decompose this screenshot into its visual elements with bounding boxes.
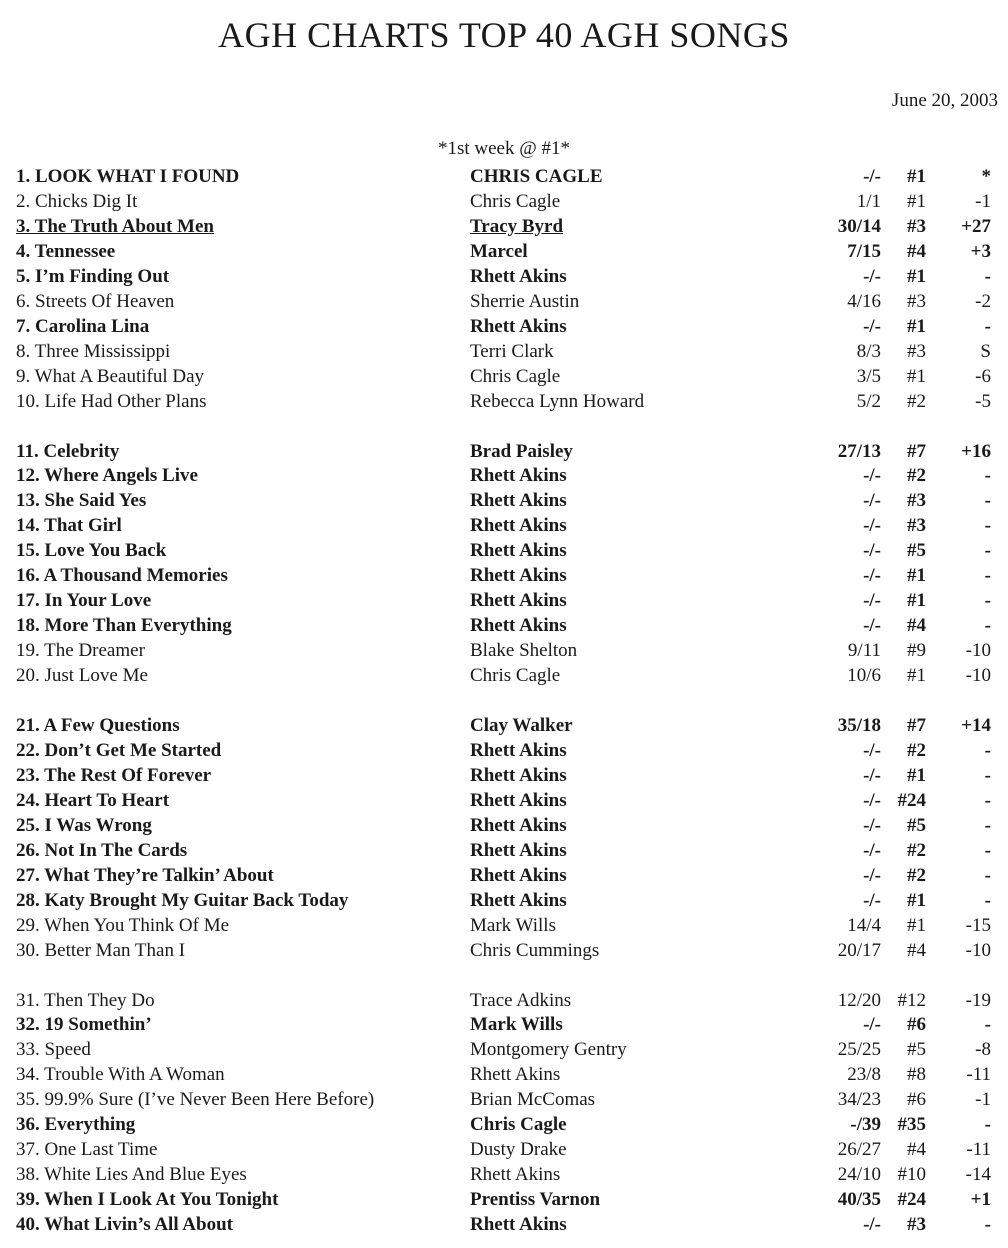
song-artist: Rhett Akins bbox=[470, 889, 567, 911]
song-title: 12. Where Angels Live bbox=[16, 465, 198, 487]
song-row bbox=[0, 339, 1008, 364]
song-movement: +14 bbox=[961, 715, 991, 736]
song-title: 13. She Said Yes bbox=[16, 490, 147, 512]
song-movement: - bbox=[984, 615, 991, 637]
song-row bbox=[0, 488, 1008, 513]
song-artist: Blake Shelton bbox=[470, 640, 578, 662]
song-row bbox=[0, 788, 1008, 813]
song-artist: Rhett Akins bbox=[470, 565, 567, 587]
song-peak: #1 bbox=[907, 365, 926, 387]
song-weeks: -/- bbox=[863, 490, 881, 512]
song-row bbox=[0, 389, 1008, 414]
song-artist: Rhett Akins bbox=[470, 615, 567, 637]
song-title: 23. The Rest Of Forever bbox=[16, 764, 212, 786]
song-weeks: -/- bbox=[863, 315, 881, 337]
song-title: 36. Everything bbox=[16, 1114, 136, 1136]
song-title: 8. Three Mississippi bbox=[16, 340, 171, 362]
song-row bbox=[0, 663, 1008, 688]
song-artist: Brian McComas bbox=[470, 1089, 596, 1111]
song-row bbox=[0, 1037, 1008, 1062]
song-title: 39. When I Look At You Tonight bbox=[16, 1189, 279, 1211]
song-weeks: -/- bbox=[863, 789, 881, 811]
song-row bbox=[0, 813, 1008, 838]
song-movement: - bbox=[984, 739, 991, 761]
song-row bbox=[0, 1162, 1008, 1187]
song-row bbox=[0, 214, 1008, 239]
song-title: 19. The Dreamer bbox=[16, 640, 145, 662]
song-artist: Rhett Akins bbox=[470, 590, 567, 612]
song-artist: Marcel bbox=[470, 240, 528, 262]
song-movement: - bbox=[984, 764, 991, 786]
song-peak: #2 bbox=[907, 390, 926, 412]
song-title: 24. Heart To Heart bbox=[16, 789, 170, 811]
song-peak: #2 bbox=[907, 839, 926, 861]
song-peak: #8 bbox=[907, 1064, 926, 1086]
song-artist: Rhett Akins bbox=[470, 540, 567, 562]
song-title: 38. White Lies And Blue Eyes bbox=[16, 1164, 247, 1186]
song-row bbox=[0, 1112, 1008, 1137]
song-movement: -8 bbox=[975, 1039, 991, 1061]
song-movement: - bbox=[984, 515, 991, 537]
song-artist: Rhett Akins bbox=[470, 265, 567, 287]
song-row bbox=[0, 364, 1008, 389]
song-peak: #3 bbox=[907, 290, 926, 312]
song-movement: - bbox=[984, 889, 991, 911]
song-weeks: 1/1 bbox=[856, 190, 881, 212]
song-peak: #5 bbox=[907, 1039, 926, 1061]
song-peak: #4 bbox=[907, 240, 926, 262]
song-movement: - bbox=[984, 490, 991, 512]
song-title: 20. Just Love Me bbox=[16, 665, 148, 687]
song-movement: - bbox=[984, 789, 991, 811]
song-weeks: -/- bbox=[863, 1214, 881, 1236]
song-title: 16. A Thousand Memories bbox=[16, 565, 228, 587]
song-artist: Rebecca Lynn Howard bbox=[470, 390, 645, 412]
song-weeks: 4/16 bbox=[847, 290, 881, 312]
song-movement: - bbox=[984, 814, 991, 836]
song-weeks: 3/5 bbox=[856, 365, 881, 387]
song-movement: -10 bbox=[965, 939, 991, 961]
song-title: 32. 19 Somethin’ bbox=[16, 1014, 152, 1036]
song-peak: #3 bbox=[907, 215, 926, 237]
song-artist: Chris Cagle bbox=[470, 190, 561, 212]
song-movement: +1 bbox=[970, 1189, 991, 1211]
song-artist: Mark Wills bbox=[470, 914, 556, 936]
song-artist: Chris Cagle bbox=[470, 665, 561, 687]
song-movement: - bbox=[984, 1214, 991, 1236]
song-row bbox=[0, 613, 1008, 638]
song-title: 9. What A Beautiful Day bbox=[16, 365, 205, 387]
song-movement: -15 bbox=[965, 914, 991, 936]
song-title: 14. That Girl bbox=[16, 515, 122, 537]
song-row bbox=[0, 988, 1008, 1013]
song-peak: #1 bbox=[907, 265, 926, 287]
song-title: 2. Chicks Dig It bbox=[16, 190, 138, 212]
song-title: 34. Trouble With A Woman bbox=[16, 1064, 225, 1086]
song-movement: -11 bbox=[966, 1139, 991, 1161]
song-peak: #2 bbox=[907, 739, 926, 761]
song-weeks: -/- bbox=[863, 590, 881, 612]
song-peak: #1 bbox=[907, 565, 926, 587]
song-movement: -1 bbox=[975, 190, 991, 212]
song-movement: - bbox=[984, 864, 991, 886]
song-artist: Montgomery Gentry bbox=[470, 1039, 627, 1061]
song-peak: #1 bbox=[907, 665, 926, 687]
song-row bbox=[0, 1137, 1008, 1162]
song-weeks: -/- bbox=[863, 166, 881, 187]
song-title: 33. Speed bbox=[16, 1039, 91, 1061]
song-row bbox=[0, 513, 1008, 538]
song-peak: #7 bbox=[907, 715, 926, 736]
song-artist: Mark Wills bbox=[470, 1014, 563, 1036]
song-row bbox=[0, 189, 1008, 214]
song-row bbox=[0, 1212, 1008, 1237]
song-weeks: -/39 bbox=[850, 1114, 881, 1136]
song-weeks: 25/25 bbox=[837, 1039, 881, 1061]
song-weeks: 35/18 bbox=[837, 715, 881, 736]
song-row bbox=[0, 563, 1008, 588]
song-title: 3. The Truth About Men bbox=[16, 215, 214, 237]
song-title: 18. More Than Everything bbox=[16, 615, 232, 637]
song-movement: +27 bbox=[961, 215, 991, 237]
song-row bbox=[0, 888, 1008, 913]
song-movement: S bbox=[980, 340, 991, 362]
song-movement: - bbox=[984, 465, 991, 487]
song-peak: #7 bbox=[907, 440, 926, 462]
song-movement: -6 bbox=[975, 365, 991, 387]
song-row bbox=[0, 1187, 1008, 1212]
song-peak: #35 bbox=[897, 1114, 926, 1136]
song-row bbox=[0, 314, 1008, 339]
song-weeks: -/- bbox=[863, 889, 881, 911]
song-row bbox=[0, 239, 1008, 264]
song-movement: * bbox=[981, 166, 991, 187]
song-peak: #2 bbox=[907, 465, 926, 487]
chart-title: AGH CHARTS TOP 40 AGH SONGS bbox=[218, 15, 790, 55]
song-row bbox=[0, 1012, 1008, 1037]
song-artist: Trace Adkins bbox=[470, 989, 572, 1011]
song-peak: #1 bbox=[907, 764, 926, 786]
song-row bbox=[0, 463, 1008, 488]
song-peak: #9 bbox=[907, 640, 926, 662]
chart-date: June 20, 2003 bbox=[891, 90, 998, 111]
song-title: 28. Katy Brought My Guitar Back Today bbox=[16, 889, 349, 911]
song-title: 25. I Was Wrong bbox=[16, 814, 152, 836]
song-movement: - bbox=[984, 315, 991, 337]
song-row bbox=[0, 838, 1008, 863]
song-peak: #2 bbox=[907, 864, 926, 886]
song-weeks: -/- bbox=[863, 565, 881, 587]
song-row bbox=[0, 264, 1008, 289]
song-peak: #12 bbox=[897, 989, 926, 1011]
song-movement: -5 bbox=[975, 390, 991, 412]
song-peak: #1 bbox=[907, 889, 926, 911]
song-title: 29. When You Think Of Me bbox=[16, 914, 230, 936]
song-movement: -2 bbox=[975, 290, 991, 312]
song-weeks: -/- bbox=[863, 814, 881, 836]
song-artist: Dusty Drake bbox=[470, 1139, 567, 1161]
song-artist: Sherrie Austin bbox=[470, 290, 580, 312]
song-weeks: 27/13 bbox=[837, 440, 881, 462]
song-peak: #24 bbox=[897, 789, 926, 811]
song-row bbox=[0, 439, 1008, 464]
song-movement: - bbox=[984, 565, 991, 587]
song-title: 35. 99.9% Sure (I’ve Never Been Here Before) bbox=[16, 1089, 375, 1111]
song-movement: - bbox=[984, 1114, 991, 1136]
song-artist: Prentiss Varnon bbox=[470, 1189, 601, 1211]
song-movement: -19 bbox=[965, 989, 991, 1011]
song-artist: Terri Clark bbox=[470, 340, 554, 362]
song-title: 15. Love You Back bbox=[16, 540, 167, 562]
song-peak: #3 bbox=[907, 340, 926, 362]
song-movement: -1 bbox=[975, 1089, 991, 1111]
song-title: 22. Don’t Get Me Started bbox=[16, 739, 222, 761]
song-artist: Chris Cagle bbox=[470, 1114, 567, 1136]
song-row bbox=[0, 938, 1008, 963]
song-title: 7. Carolina Lina bbox=[16, 315, 150, 337]
song-title: 4. Tennessee bbox=[16, 240, 116, 262]
song-title: 11. Celebrity bbox=[16, 440, 120, 462]
song-peak: #1 bbox=[907, 914, 926, 936]
song-artist: Rhett Akins bbox=[470, 515, 567, 537]
song-row bbox=[0, 763, 1008, 788]
song-row bbox=[0, 1062, 1008, 1087]
song-weeks: 5/2 bbox=[856, 390, 881, 412]
song-weeks: 12/20 bbox=[837, 989, 881, 1011]
song-weeks: -/- bbox=[863, 764, 881, 786]
song-artist: Tracy Byrd bbox=[470, 215, 564, 237]
song-weeks: 24/10 bbox=[837, 1164, 881, 1186]
song-peak: #6 bbox=[907, 1014, 926, 1036]
song-weeks: 10/6 bbox=[847, 665, 881, 687]
song-peak: #4 bbox=[907, 1139, 926, 1161]
song-weeks: 8/3 bbox=[856, 340, 881, 362]
song-weeks: 26/27 bbox=[837, 1139, 881, 1161]
song-peak: #4 bbox=[907, 615, 926, 637]
song-peak: #3 bbox=[907, 515, 926, 537]
song-peak: #5 bbox=[907, 540, 926, 562]
song-weeks: -/- bbox=[863, 515, 881, 537]
song-movement: - bbox=[984, 839, 991, 861]
song-artist: Rhett Akins bbox=[470, 490, 567, 512]
song-row bbox=[0, 588, 1008, 613]
song-artist: Rhett Akins bbox=[470, 315, 567, 337]
song-title: 37. One Last Time bbox=[16, 1139, 158, 1161]
song-artist: Rhett Akins bbox=[470, 839, 567, 861]
song-movement: - bbox=[984, 1014, 991, 1036]
song-peak: #1 bbox=[907, 190, 926, 212]
song-row bbox=[0, 638, 1008, 663]
song-movement: +16 bbox=[961, 440, 991, 462]
song-weeks: -/- bbox=[863, 265, 881, 287]
song-peak: #3 bbox=[907, 490, 926, 512]
song-weeks: -/- bbox=[863, 739, 881, 761]
song-peak: #10 bbox=[897, 1164, 926, 1186]
song-peak: #6 bbox=[907, 1089, 926, 1111]
song-peak: #3 bbox=[907, 1214, 926, 1236]
song-artist: Rhett Akins bbox=[470, 739, 567, 761]
song-weeks: 9/11 bbox=[847, 640, 881, 662]
song-peak: #1 bbox=[907, 166, 926, 187]
song-title: 1. LOOK WHAT I FOUND bbox=[16, 166, 240, 187]
song-row bbox=[0, 164, 1008, 189]
song-title: 27. What They’re Talkin’ About bbox=[16, 864, 274, 886]
song-row bbox=[0, 289, 1008, 314]
song-title: 17. In Your Love bbox=[16, 590, 152, 612]
song-movement: -10 bbox=[965, 665, 991, 687]
song-artist: Rhett Akins bbox=[470, 764, 567, 786]
song-weeks: 40/35 bbox=[837, 1189, 881, 1211]
song-title: 31. Then They Do bbox=[16, 989, 155, 1011]
song-row bbox=[0, 738, 1008, 763]
song-artist: Brad Paisley bbox=[470, 440, 573, 462]
song-movement: - bbox=[984, 265, 991, 287]
song-movement: -11 bbox=[966, 1064, 991, 1086]
song-title: 40. What Livin’s All About bbox=[16, 1214, 233, 1236]
song-title: 5. I’m Finding Out bbox=[16, 265, 170, 287]
song-movement: +3 bbox=[970, 240, 991, 262]
song-artist: Rhett Akins bbox=[470, 864, 567, 886]
song-movement: - bbox=[984, 540, 991, 562]
song-peak: #4 bbox=[907, 939, 926, 961]
song-row bbox=[0, 1087, 1008, 1112]
song-artist: CHRIS CAGLE bbox=[470, 166, 603, 187]
song-peak: #5 bbox=[907, 814, 926, 836]
song-title: 30. Better Man Than I bbox=[16, 939, 186, 961]
song-weeks: -/- bbox=[863, 540, 881, 562]
song-title: 21. A Few Questions bbox=[16, 715, 180, 736]
song-artist: Rhett Akins bbox=[470, 1064, 561, 1086]
song-artist: Rhett Akins bbox=[470, 465, 567, 487]
song-weeks: -/- bbox=[863, 839, 881, 861]
song-artist: Rhett Akins bbox=[470, 1164, 561, 1186]
song-weeks: -/- bbox=[863, 1014, 881, 1036]
song-weeks: -/- bbox=[863, 864, 881, 886]
song-row bbox=[0, 713, 1008, 738]
first-week-note: *1st week @ #1* bbox=[437, 138, 570, 159]
song-weeks: 30/14 bbox=[837, 215, 881, 237]
song-artist: Rhett Akins bbox=[470, 789, 567, 811]
song-weeks: 23/8 bbox=[847, 1064, 881, 1086]
song-title: 26. Not In The Cards bbox=[16, 839, 188, 861]
song-weeks: 14/4 bbox=[847, 914, 881, 936]
song-movement: -10 bbox=[965, 640, 991, 662]
song-row bbox=[0, 863, 1008, 888]
song-title: 10. Life Had Other Plans bbox=[16, 390, 207, 412]
song-movement: -14 bbox=[965, 1164, 991, 1186]
song-weeks: 7/15 bbox=[847, 240, 881, 262]
song-peak: #24 bbox=[897, 1189, 926, 1211]
song-row bbox=[0, 538, 1008, 563]
song-row bbox=[0, 913, 1008, 938]
song-artist: Chris Cagle bbox=[470, 365, 561, 387]
song-artist: Chris Cummings bbox=[470, 939, 600, 961]
song-artist: Rhett Akins bbox=[470, 1214, 567, 1236]
song-weeks: 34/23 bbox=[837, 1089, 881, 1111]
song-weeks: -/- bbox=[863, 615, 881, 637]
song-movement: - bbox=[984, 590, 991, 612]
song-artist: Rhett Akins bbox=[470, 814, 567, 836]
song-artist: Clay Walker bbox=[470, 715, 573, 736]
song-peak: #1 bbox=[907, 590, 926, 612]
song-title: 6. Streets Of Heaven bbox=[16, 290, 175, 312]
song-weeks: -/- bbox=[863, 465, 881, 487]
song-weeks: 20/17 bbox=[837, 939, 881, 961]
song-peak: #1 bbox=[907, 315, 926, 337]
